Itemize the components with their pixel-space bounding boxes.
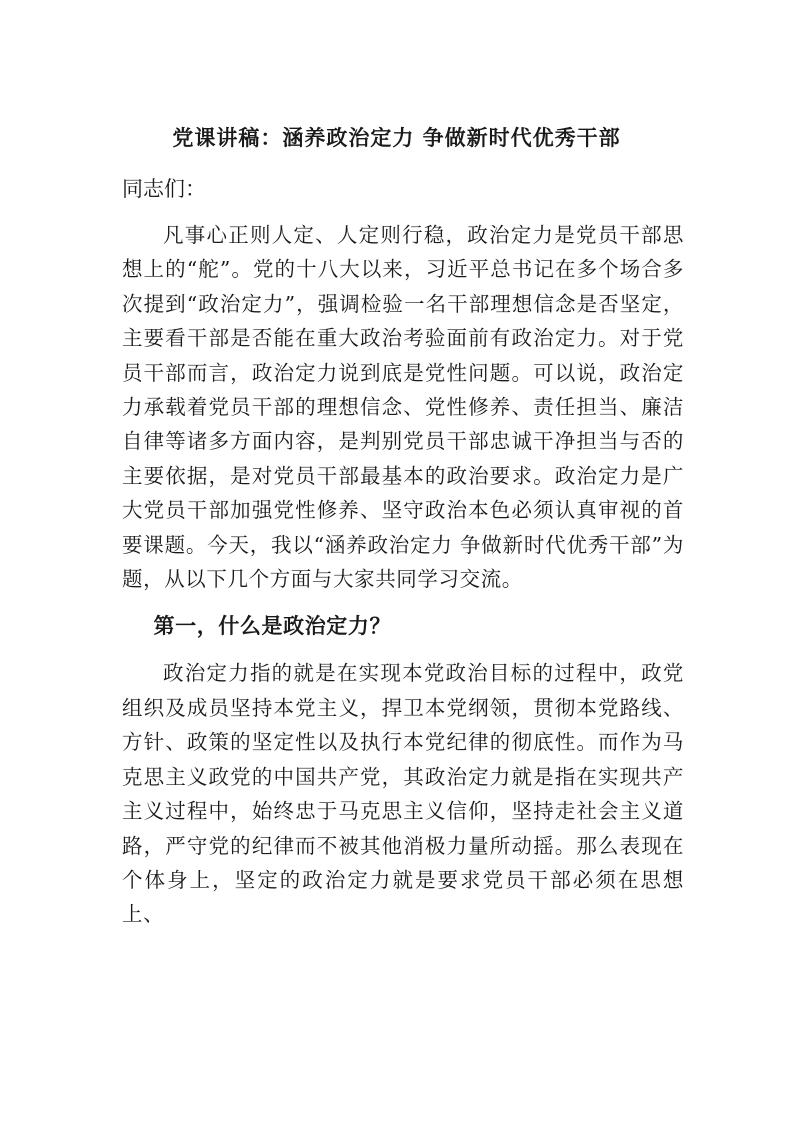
- section-paragraph: 政治定力指的就是在实现本党政治目标的过程中，政党组织及成员坚持本党主义，捍卫本党纲领，贯彻本党路线、方针、政策的坚定性以及执行本党纪律的彻底性。而作为马克思主义政党的中国共产党，其政治定力就是指在实现共产主义过程中，始终忠于马克思主义信仰，坚持走社会主义道路，严守党的纪律而不被其他消极力量所动摇。那么表现在个体身上，坚定的政治定力就是要求党员干部必须在思想上、: [122, 661, 684, 927]
- document-title: 党课讲稿：涵养政治定力 争做新时代优秀干部: [172, 125, 621, 150]
- section-heading: 第一，什么是政治定力？: [153, 613, 392, 639]
- intro-paragraph: 凡事心正则人定、人定则行稳，政治定力是党员干部思想上的“舵”。党的十八大以来，习近平总书记在多个场合多次提到“政治定力”，强调检验一名干部理想信念是否坚定，主要看干部是否能在重大政治考验面前有政治定力。对于党员干部而言，政治定力说到底是党性问题。可以说，政治定力承载着党员干部的理想信念、党性修养、责任担当、廉洁自律等诸多方面内容，是判别党员干部忠诚干净担当与否的主要依据，是对党员干部最基本的政治要求。政治定力是广大党员干部加强党性修养、坚守政治本色必须认真审视的首要课题。今天，我以“涵养政治定力 争做新时代优秀干部”为题，从以下几个方面与大家共同学习交流。: [122, 223, 684, 592]
- document-body: [122, 172, 684, 945]
- salutation: 同志们：: [122, 177, 206, 201]
